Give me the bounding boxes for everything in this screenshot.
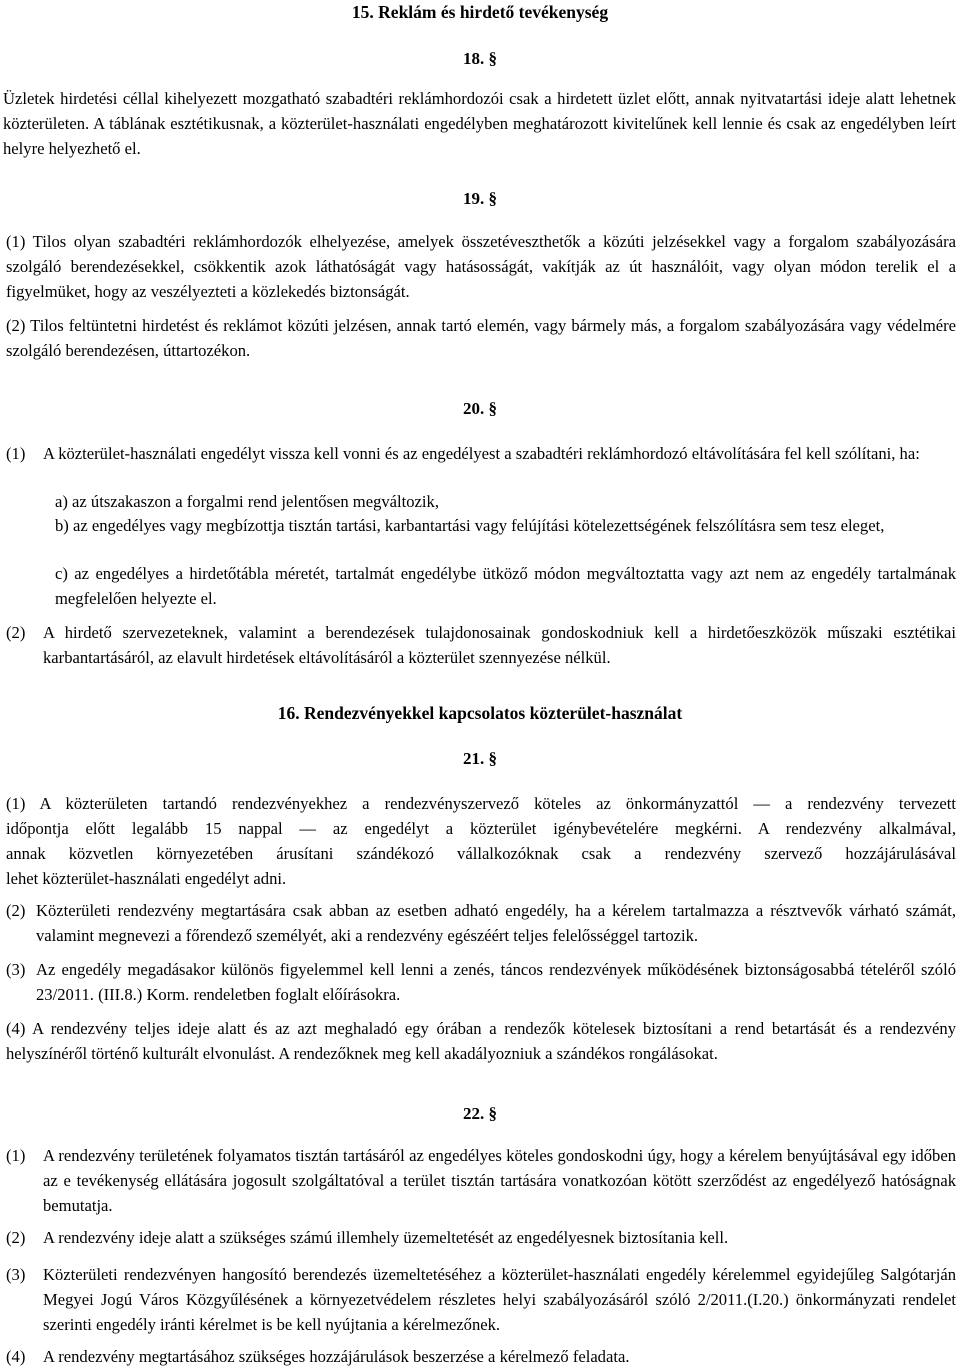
section-22-num-2: (2) xyxy=(6,1228,26,1247)
section-21-paragraph-3: Az engedély megadásakor különös figyelemmel kell lenni a zenés, táncos rendezvények működésének biztonságosabbá tételéről szóló 23/2011. (III.8.) Korm. rendeletben foglalt előírásokra. xyxy=(36,960,956,1004)
section-22-num-1: (1) xyxy=(6,1146,26,1165)
section-title-19: 19. § xyxy=(463,189,497,208)
section-22-num-4: (4) xyxy=(6,1347,26,1366)
section-21-paragraph-1-line-1: (1) A közterületen tartandó rendezvényekhez a rendezvényszervező köteles az önkormányzattól — a rendezvény tervezett xyxy=(6,794,956,813)
section-18-text: Üzletek hirdetési céllal kihelyezett mozgatható szabadtéri reklámhordozói csak a hirdetett üzlet előtt, annak nyitvatartási ideje alatt lehetnek közterületen. A táblának esztétikusnak, a közterület-használati engedélyben meghatározott kivitelűnek kell lennie és csak az engedélyben leírt helyre helyezhető el. xyxy=(3,89,956,158)
section-title-20: 20. § xyxy=(463,399,497,418)
section-22-paragraph-1: A rendezvény területének folyamatos tisztán tartásáról az engedélyes köteles gondoskodni úgy, hogy a kérelem benyújtásával egy időben az e tevékenység ellátására jogosult szolgáltatóval a terület tisztán tartására vonatkozóan kötött szerződést az engedélyező hatóságnak bemutatja. xyxy=(43,1146,956,1215)
section-20-paragraph-1: A közterület-használati engedélyt vissza kell vonni és az engedélyest a szabadtéri reklámhordozó eltávolítására fel kell szólítani, ha: xyxy=(43,444,920,463)
chapter-heading-16: 16. Rendezvényekkel kapcsolatos közterület-használat xyxy=(277,703,683,723)
chapter-heading-15: 15. Reklám és hirdető tevékenység xyxy=(351,2,609,22)
section-22-paragraph-4: A rendezvény megtartásához szükséges hozzájárulások beszerzése a kérelmező feladata. xyxy=(43,1347,630,1366)
section-21-paragraph-1-line-3: annak közvetlen környezetében árusítani szándékozó vállalkozóknak csak a rendezvény szervező hozzájárulásával xyxy=(6,844,956,863)
section-22-num-3: (3) xyxy=(6,1265,26,1284)
section-21-num-2: (2) xyxy=(6,901,26,920)
section-21-paragraph-2: Közterületi rendezvény megtartására csak abban az esetben adható engedély, ha a kérelem tartalmazza a résztvevők várható számát, valamint megnevezi a főrendező személyét, aki a rendezvény egészéért teljes felelősséggel tartozik. xyxy=(36,901,956,945)
section-19-paragraph-2: (2) Tilos feltüntetni hirdetést és reklámot közúti jelzésen, annak tartó elemén, vagy bármely más, a forgalom szabályozására vagy védelmére szolgáló berendezésen, úttartozékon. xyxy=(6,316,956,360)
section-20-item-b-text: b) az engedélyes vagy megbízottja tisztán tartási, karbantartási vagy felújítási kötelezettségének felszólításra sem tesz eleget, xyxy=(55,516,885,535)
section-22-paragraph-2: A rendezvény ideje alatt a szükséges számú illemhely üzemeltetését az engedélyesnek biztosítania kell. xyxy=(43,1228,729,1247)
section-21-paragraph-1-line-4: lehet közterület-használati engedélyt adni. xyxy=(6,869,287,888)
section-title-22: 22. § xyxy=(463,1104,497,1123)
section-title-18: 18. § xyxy=(463,49,497,68)
section-20-num-2: (2) xyxy=(6,623,26,642)
section-title-21: 21. § xyxy=(463,749,497,768)
section-20-item-b xyxy=(55,513,956,538)
section-21-num-3: (3) xyxy=(6,960,26,979)
section-20-item-a: a) az útszakaszon a forgalmi rend jelentősen megváltozik, xyxy=(55,492,439,511)
section-20-item-c xyxy=(55,561,956,611)
section-22-paragraph-3: Közterületi rendezvényen hangosító berendezés üzemeltetéséhez a közterület-használati engedély kérelemmel egyidejűleg Salgótarján Megyei Jogú Város Közgyűlésének a környezetvédelem részletes helyi szabályozásáról szóló 2/2011.(I.20.) önkormányzati rendelet szerinti engedély iránti kérelmet is be kell nyújtania a kérelmezőnek. xyxy=(43,1265,956,1334)
section-21-paragraph-4: (4) A rendezvény teljes ideje alatt és az azt meghaladó egy órában a rendezők kötelesek biztosítani a rend betartását és a rendezvény helyszínéről történő kulturált elvonulást. A rendezőknek meg kell akadályozniuk a szándékos rongálásokat. xyxy=(6,1019,956,1063)
section-20-paragraph-2: A hirdető szervezeteknek, valamint a berendezések tulajdonosainak gondoskodniuk kell a hirdetőeszközök műszaki esztétikai karbantartásáról, az elavult hirdetések eltávolításáról a közterület szennyezése nélkül. xyxy=(43,623,956,667)
section-21-paragraph-1-line-2: időpontja előtt legalább 15 nappal — az engedélyt a közterület igénybevételére megkérni. A rendezvény alkalmával, xyxy=(6,819,956,838)
section-19-paragraph-1: (1) Tilos olyan szabadtéri reklámhordozók elhelyezése, amelyek összetéveszthetők a közúti jelzésekkel vagy a forgalom szabályozására szolgáló berendezésekkel, csökkentik azok láthatóságát vagy hatásosságát, vakítják az út használóit, vagy olyan módon terelik el a figyelmüket, hogy az veszélyezteti a közlekedés biztonságát. xyxy=(6,232,956,301)
section-20-item-c-text: c) az engedélyes a hirdetőtábla méretét, tartalmát engedélybe ütköző módon megváltoztatta vagy azt nem az engedély tartalmának megfelelően helyezte el. xyxy=(55,564,956,608)
section-20-num-1: (1) xyxy=(6,444,26,463)
